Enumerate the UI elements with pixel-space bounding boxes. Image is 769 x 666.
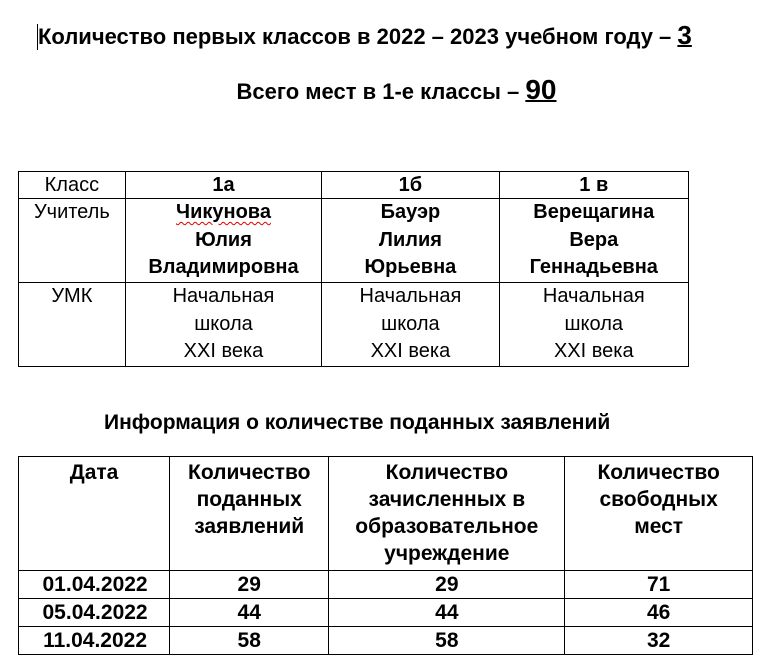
header-date-line: Дата (69, 461, 119, 484)
cell-date: 01.04.2022 (19, 571, 170, 599)
teacher-1a-patronymic: Владимировна (148, 256, 299, 278)
header-line: Количество (385, 461, 509, 484)
classes-table-row-class (19, 172, 689, 199)
applications-table (18, 456, 753, 655)
umk-1a-line: Начальная (172, 285, 275, 307)
cell-enrolled: 44 (329, 599, 565, 627)
table-row (19, 571, 753, 599)
teacher-1a-surname: Чикунова (176, 201, 271, 223)
header-line: образовательное (355, 515, 539, 538)
teacher-1b-name: Лилия (378, 228, 442, 251)
header-line: учреждение (384, 542, 510, 565)
cell-free: 32 (565, 627, 753, 655)
cell-date: 11.04.2022 (19, 627, 170, 655)
umk-1a-line: XXI века (183, 340, 264, 362)
header-line: зачисленных в (368, 488, 526, 511)
row-label-class: Класс (19, 172, 126, 199)
umk-1v-line: школа (564, 312, 624, 335)
teacher-1b-surname: Бауэр (380, 201, 441, 223)
umk-1a-line: школа (194, 312, 253, 335)
cell-submitted: 44 (170, 599, 329, 627)
header-enrolled (329, 457, 565, 571)
header-line: Количество (188, 461, 311, 484)
text-cursor (37, 24, 38, 50)
cell-submitted: 29 (170, 571, 329, 599)
umk-1v-line: Начальная (542, 285, 645, 307)
teacher-1v-patronymic: Геннадьевна (529, 256, 658, 278)
teacher-1b (322, 199, 499, 283)
table-row (19, 627, 753, 655)
applications-title: Информация о количестве поданных заявлений (104, 411, 611, 434)
table-row (19, 599, 753, 627)
classes-table (18, 171, 689, 367)
header-line: заявлений (194, 515, 305, 538)
umk-1b (322, 283, 499, 367)
umk-1a (125, 283, 322, 367)
teacher-1v-surname: Верещагина (533, 201, 655, 223)
cell-enrolled: 29 (329, 571, 565, 599)
umk-1v (499, 283, 688, 367)
total-places-label: Всего мест в 1-е классы – (236, 79, 526, 104)
header-line: мест (634, 515, 684, 538)
classes-table-row-teacher (19, 199, 689, 283)
cell-free: 71 (565, 571, 753, 599)
classes-table-row-umk (19, 283, 689, 367)
header-line: Количество (597, 461, 720, 484)
row-label-teacher: Учитель (19, 199, 126, 283)
class-name-1v: 1 в (499, 172, 688, 199)
cell-submitted: 58 (170, 627, 329, 655)
cell-enrolled: 58 (329, 627, 565, 655)
teacher-1a (125, 199, 322, 283)
umk-1v-line: XXI века (553, 340, 634, 362)
total-places-line (0, 74, 769, 106)
applications-header-row (19, 457, 753, 571)
cell-free: 46 (565, 599, 753, 627)
classes-count-line (38, 20, 768, 51)
umk-1b-line: школа (381, 312, 440, 335)
teacher-1v-name: Вера (569, 228, 619, 251)
header-line: поданных (196, 488, 302, 511)
header-free (565, 457, 753, 571)
teacher-1a-name: Юлия (195, 228, 252, 251)
total-places-value: 90 (525, 74, 557, 105)
teacher-1b-patronymic: Юрьевна (364, 256, 457, 278)
umk-1b-line: Начальная (359, 285, 462, 307)
header-line: свободных (599, 488, 718, 511)
class-name-1b: 1б (322, 172, 499, 199)
header-date (19, 457, 170, 571)
row-label-umk: УМК (19, 283, 126, 367)
teacher-1v (499, 199, 688, 283)
umk-1b-line: XXI века (370, 340, 451, 362)
classes-count-label: Количество первых классов в 2022 – 2023 учебном году – (38, 24, 678, 49)
class-name-1a: 1а (125, 172, 322, 199)
classes-count-value: 3 (677, 20, 692, 50)
header-submitted (170, 457, 329, 571)
cell-date: 05.04.2022 (19, 599, 170, 627)
